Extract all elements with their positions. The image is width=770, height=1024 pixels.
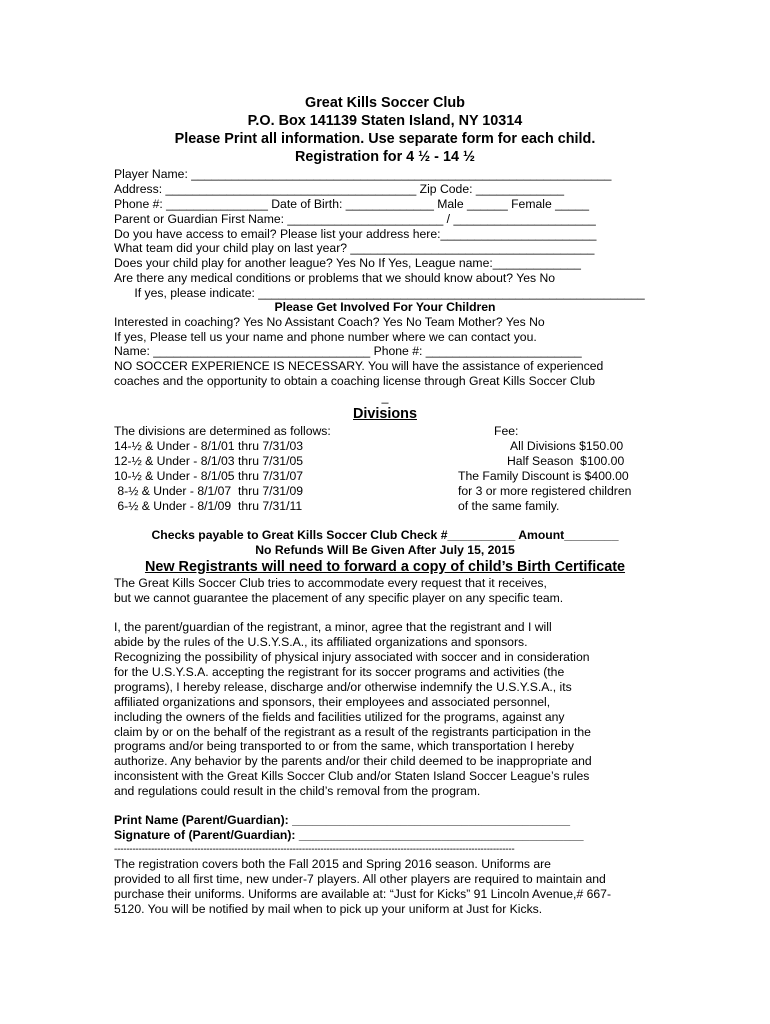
parent-name-field[interactable]: Parent or Guardian First Name: _______________________ / _____________________ [114, 212, 596, 226]
division-row: 10-½ & Under - 8/1/05 thru 7/31/07 [114, 469, 304, 483]
accommodation-note-line2: but we cannot guarantee the placement of any specific player on any specific team. [114, 591, 564, 605]
waiver-line: programs and/or being transported to or from the same, which transportation I hereby [114, 739, 574, 753]
section-divider: ---------------------------------------------------------------------------------------------------------------------------------- [114, 844, 515, 855]
email-field[interactable]: Do you have access to email? Please list your address here:_______________________ [114, 227, 597, 241]
medical-indicate-field[interactable]: If yes, please indicate: _________________________________________________________ [114, 286, 645, 300]
club-name-heading: Great Kills Soccer Club [305, 95, 465, 111]
uniform-note-line: purchase their uniforms. Uniforms are available at: “Just for Kicks” 91 Lincoln Avenue,# 667- [114, 887, 611, 901]
uniform-note-line: 5120. You will be notified by mail when to pick up your uniform at Just for Kicks. [114, 902, 543, 916]
stray-underscore: _ [381, 390, 389, 404]
medical-question[interactable]: Are there any medical conditions or problems that we should know about? Yes No [114, 271, 556, 285]
fee-line: Half Season $100.00 [507, 454, 625, 468]
uniform-note-line: provided to all first time, new under-7 players. All other players are required to maintain and [114, 872, 606, 886]
divisions-heading: Divisions [353, 406, 417, 422]
get-involved-heading: Please Get Involved For Your Children [274, 300, 496, 314]
waiver-line: inconsistent with the Great Kills Soccer Club and/or Staten Island Soccer League’s rules [114, 769, 590, 783]
experience-note-line1: NO SOCCER EXPERIENCE IS NECESSARY. You will have the assistance of experienced [114, 359, 604, 373]
waiver-line: and regulations could result in the child’s removal from the program. [114, 784, 481, 798]
fee-line: All Divisions $150.00 [510, 439, 624, 453]
divisions-intro: The divisions are determined as follows: [114, 424, 331, 438]
waiver-line: I, the parent/guardian of the registrant, a minor, agree that the registrant and I will [114, 620, 552, 634]
print-name-field[interactable]: Print Name (Parent/Guardian): _________________________________________ [114, 813, 571, 827]
signature-field[interactable]: Signature of (Parent/Guardian): __________________________________________ [114, 828, 584, 842]
last-team-field[interactable]: What team did your child play on last year? ____________________________________ [114, 241, 595, 255]
waiver-line: Recognizing the possibility of physical injury associated with soccer and in consideration [114, 650, 590, 664]
waiver-line: affiliated organizations and sponsors, their employees and associated personnel, [114, 695, 551, 709]
refund-policy-line: No Refunds Will Be Given After July 15, 2015 [255, 543, 515, 557]
volunteer-name-phone-field[interactable]: Name: ________________________________ Phone #: _______________________ [114, 344, 582, 358]
waiver-line: programs), I hereby release, discharge and/or otherwise indemnify the U.S.Y.S.A., its [114, 680, 572, 694]
division-row: 8-½ & Under - 8/1/07 thru 7/31/09 [114, 484, 304, 498]
fee-line: for 3 or more registered children [458, 484, 632, 498]
club-address-heading: P.O. Box 141139 Staten Island, NY 10314 [247, 113, 523, 129]
birth-certificate-notice: New Registrants will need to forward a copy of child’s Birth Certificate [144, 559, 626, 575]
player-name-field[interactable]: Player Name: ______________________________________________________________ [114, 167, 612, 181]
coaching-interest-question[interactable]: Interested in coaching? Yes No Assistant Coach? Yes No Team Mother? Yes No [114, 315, 545, 329]
accommodation-note-line1: The Great Kills Soccer Club tries to accommodate every request that it receives, [114, 576, 547, 590]
division-row: 6-½ & Under - 8/1/09 thru 7/31/11 [114, 499, 303, 513]
address-field[interactable]: Address: _____________________________________ Zip Code: _____________ [114, 182, 564, 196]
waiver-line: for the U.S.Y.S.A. accepting the registrant for its soccer programs and activities (the [114, 665, 565, 679]
fee-line: The Family Discount is $400.00 [458, 469, 629, 483]
phone-dob-gender-field[interactable]: Phone #: _______________ Date of Birth: _____________ Male ______ Female _____ [114, 197, 590, 211]
check-payment-line[interactable]: Checks payable to Great Kills Soccer Club Check #__________ Amount________ [151, 528, 619, 542]
waiver-line: abide by the rules of the U.S.Y.S.A., its affiliated organizations and sponsors. [114, 635, 528, 649]
waiver-line: including the owners of the fields and facilities utilized for the programs, against any [114, 710, 565, 724]
registration-ages-heading: Registration for 4 ½ - 14 ½ [295, 149, 475, 165]
experience-note-line2: coaches and the opportunity to obtain a coaching license through Great Kills Soccer Club [114, 374, 596, 388]
fee-label: Fee: [494, 424, 519, 438]
contact-note: If yes, Please tell us your name and phone number where we can contact you. [114, 330, 537, 344]
waiver-line: authorize. Any behavior by the parents and/or their child deemed to be inappropriate and [114, 754, 592, 768]
fee-line: of the same family. [458, 499, 560, 513]
division-row: 14-½ & Under - 8/1/01 thru 7/31/03 [114, 439, 304, 453]
division-row: 12-½ & Under - 8/1/03 thru 7/31/05 [114, 454, 304, 468]
print-instructions-heading: Please Print all information. Use separate form for each child. [174, 131, 596, 147]
waiver-line: claim by or on the behalf of the registrant as a result of the registrants participation in the [114, 725, 591, 739]
other-league-field[interactable]: Does your child play for another league? Yes No If Yes, League name:_____________ [114, 256, 581, 270]
uniform-note-line: The registration covers both the Fall 2015 and Spring 2016 season. Uniforms are [114, 857, 551, 871]
